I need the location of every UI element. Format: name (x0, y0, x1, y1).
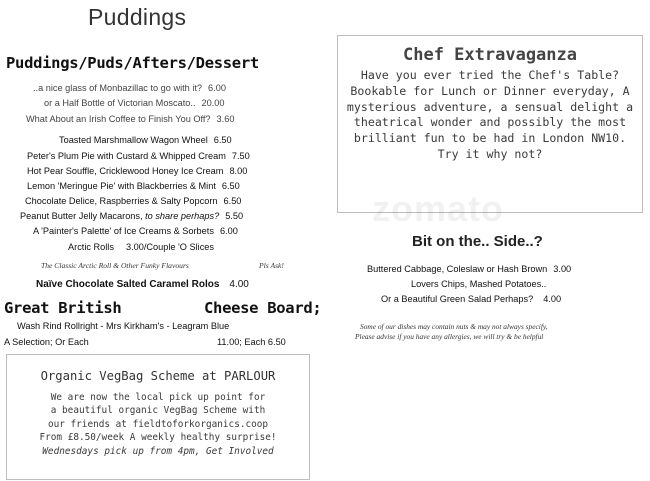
cheese-selection: A Selection; Or Each (4, 337, 89, 347)
pudding-item (25, 196, 241, 206)
pudding-item (68, 242, 214, 252)
drink-price: 3.60 (216, 114, 235, 124)
pudding-name: A 'Painter's Palette' of Ice Creams & Sorbets (33, 226, 214, 236)
side-item (367, 264, 571, 274)
vegbag-line: From £8.50/week A weekly healthy surprise! (39, 432, 277, 444)
chef-heading: Chef Extravaganza (403, 45, 577, 65)
vegbag-box (6, 354, 310, 480)
pudding-price: 4.00 (229, 279, 249, 290)
arctic-note: The Classic Arctic Roll & Other Funky Flavours (41, 261, 189, 270)
page-title: Puddings (88, 4, 187, 30)
allergy-note-line2: Please advise if you have any allergies, we will try & be helpful (355, 332, 544, 341)
pudding-name: Arctic Rolls (68, 242, 114, 252)
vegbag-body (7, 391, 309, 458)
pudding-name: Chocolate Delice, Raspberries & Salty Popcorn (25, 196, 218, 206)
pudding-price: 5.50 (225, 211, 244, 221)
chef-body: Have you ever tried the Chef's Table? Bookable for Lunch or Dinner everyday, A mysterious adventure, a sensual delight a theatrical wonder and possibly the most brilliant fun to be had in London NW10. Try it why not? (346, 68, 634, 161)
pudding-name: Naïve Chocolate Salted Caramel Rolos (36, 279, 220, 290)
drink-line (26, 114, 234, 124)
pudding-item (59, 135, 232, 145)
pudding-item (20, 211, 243, 221)
drink-price: 6.00 (208, 83, 226, 93)
side-name: Or a Beautiful Green Salad Perhaps? (381, 294, 534, 304)
pudding-price: 6.50 (223, 196, 242, 206)
watermark: zomato (372, 188, 504, 229)
vegbag-line: We are now the local pick up point for (50, 392, 266, 403)
allergy-note-line1: Some of our dishes may contain nuts & may not always specify, (360, 322, 548, 331)
pudding-price: 3.00/Couple 'O Slices (125, 242, 215, 252)
cheese-heading-right: Cheese Board; (204, 299, 322, 317)
pudding-price: 6.50 (213, 135, 232, 145)
pudding-item (27, 166, 247, 176)
chef-box (337, 35, 643, 213)
pudding-price: 6.00 (219, 226, 238, 236)
naive-item (36, 279, 249, 290)
side-price: 3.00 (553, 264, 572, 274)
pudding-item (33, 226, 238, 236)
vegbag-pickup: Wednesdays pick up from 4pm, Get Involved (42, 445, 274, 457)
pudding-item (27, 181, 240, 191)
drink-text: ..a nice glass of Monbazillac to go with it? (33, 83, 203, 93)
drink-price: 20.00 (201, 98, 225, 108)
pudding-name: Peter's Plum Pie with Custard & Whipped Cream (27, 151, 226, 161)
arctic-note-price: Pls Ask! (259, 261, 284, 270)
pudding-price: 7.50 (231, 151, 250, 161)
pudding-price: 8.00 (229, 166, 248, 176)
cheese-list: Wash Rind Rollright - Mrs Kirkham's - Leagram Blue (17, 321, 230, 331)
drink-line (33, 83, 226, 93)
vegbag-line: a beautiful organic VegBag Scheme with (50, 405, 266, 417)
cheese-price: 11.00; Each 6.50 (217, 337, 286, 347)
pudding-name: Hot Pear Souffle, Cricklewood Honey Ice Cream (27, 166, 224, 176)
drink-line (44, 98, 225, 108)
cheese-heading-left: Great British (4, 299, 122, 317)
vegbag-heading: Organic VegBag Scheme at PARLOUR (40, 369, 276, 383)
side-price: 4.00 (543, 294, 562, 304)
puddings-heading: Puddings/Puds/Afters/Dessert (6, 54, 259, 72)
pudding-name: Peanut Butter Jelly Macarons, (20, 211, 143, 221)
side-item (411, 279, 546, 289)
pudding-name: Toasted Marshmallow Wagon Wheel (59, 135, 208, 145)
vegbag-link[interactable]: our friends at fieldtoforkorganics.coop (47, 418, 269, 430)
pudding-price: 6.50 (221, 181, 240, 191)
pudding-note: to share perhaps? (145, 211, 220, 221)
side-name: Lovers Chips, Mashed Potatoes.. (411, 279, 547, 289)
side-item (381, 294, 561, 304)
side-name: Buttered Cabbage, Coleslaw or Hash Brown (367, 264, 548, 274)
pudding-item (27, 151, 250, 161)
drink-text: What About an Irish Coffee to Finish You Off? (26, 114, 211, 124)
side-heading: Bit on the.. Side..? (412, 233, 543, 250)
drink-text: or a Half Bottle of Victorian Moscato.. (44, 98, 196, 108)
pudding-name: Lemon 'Meringue Pie' with Blackberries & Mint (27, 181, 216, 191)
